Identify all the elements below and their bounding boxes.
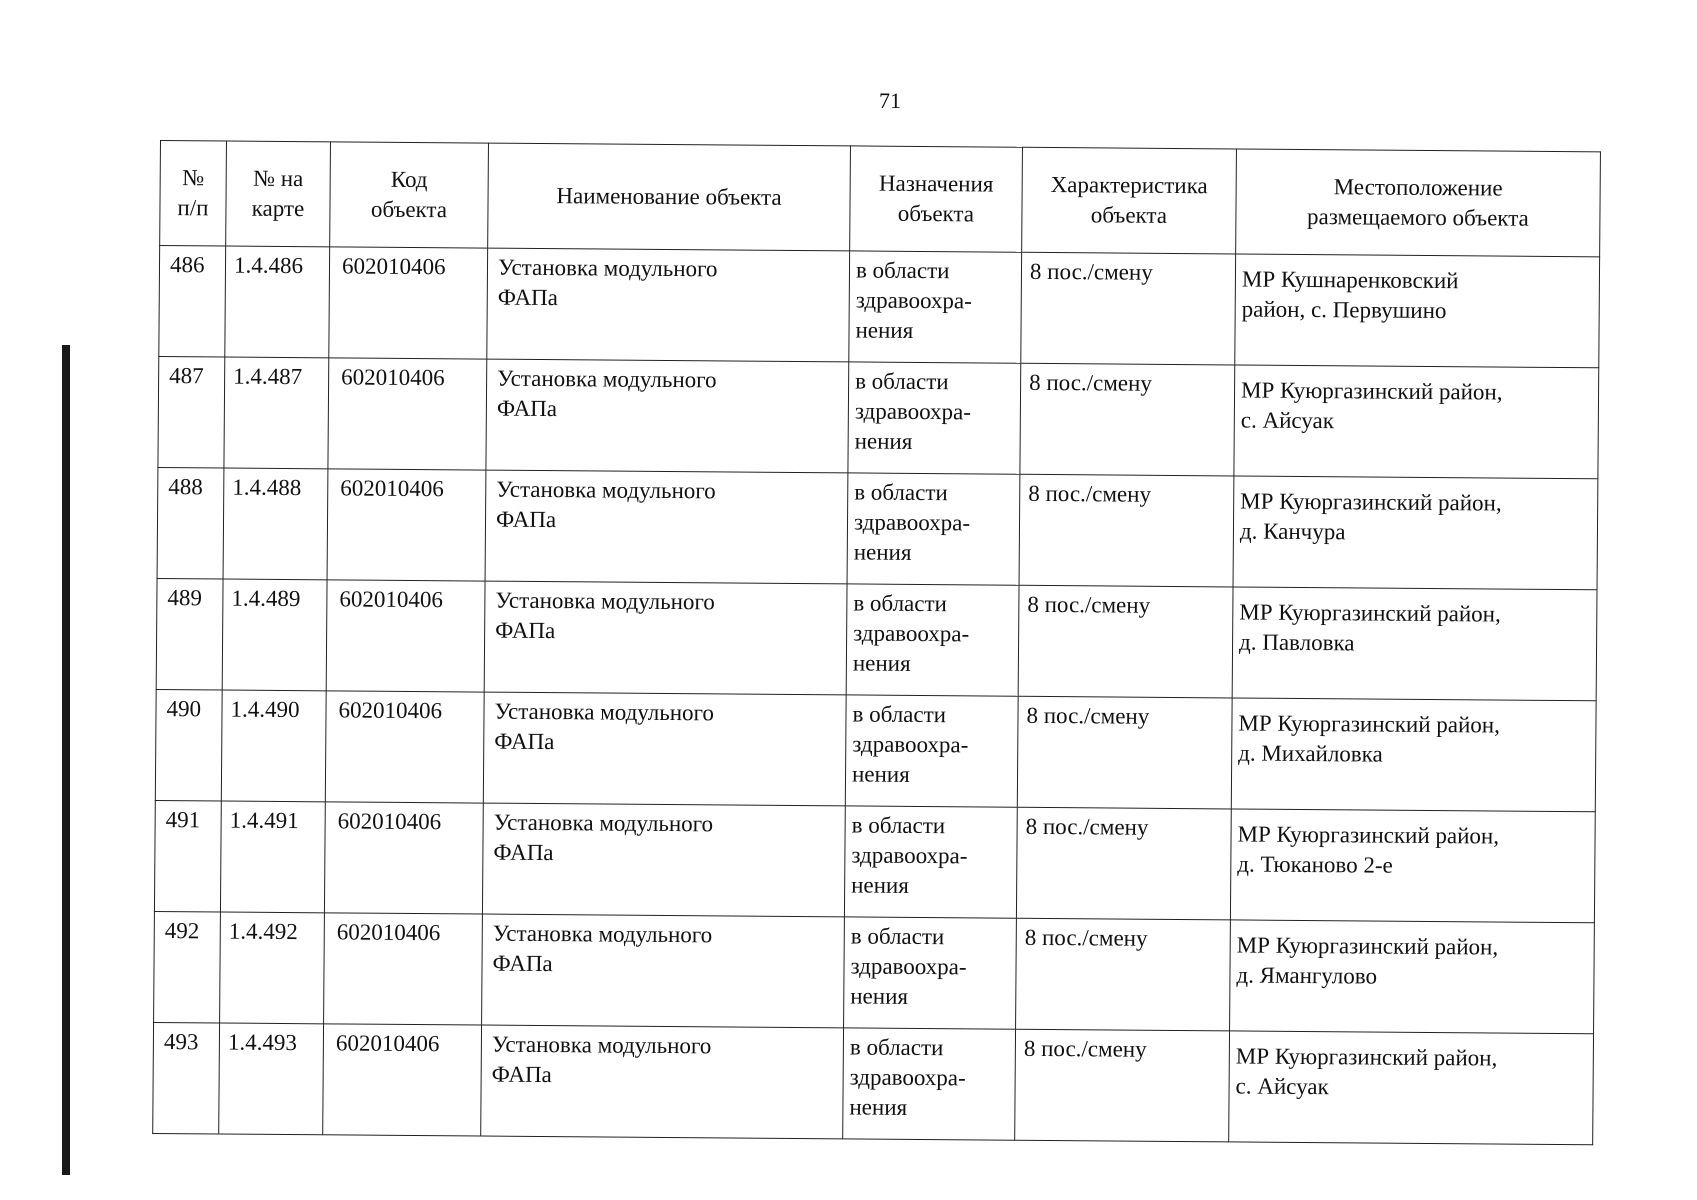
cell-object-name: Установка модульного ФАПа — [481, 1025, 844, 1139]
cell-object-location: МР Куюргазинский район, д. Тюканово 2-е — [1230, 809, 1595, 923]
header-object-characteristic: Характеристика объекта — [1022, 147, 1237, 254]
cell-object-code: 602010406 — [328, 358, 487, 470]
cell-object-purpose: в области здравоохра- нения — [849, 251, 1022, 363]
table-row — [158, 356, 1599, 478]
cell-object-characteristic: 8 пос./смену — [1015, 1029, 1230, 1142]
cell-map-number: 1.4.486 — [225, 246, 330, 358]
cell-num: 491 — [154, 800, 221, 912]
cell-object-name: Установка модульного ФАПа — [482, 803, 845, 917]
cell-object-name: Установка модульного ФАПа — [485, 470, 848, 584]
table-row — [156, 578, 1597, 700]
table-row — [155, 689, 1596, 811]
cell-object-code: 602010406 — [327, 469, 486, 581]
cell-object-code: 602010406 — [325, 691, 484, 803]
cell-object-name: Установка модульного ФАПа — [484, 581, 847, 695]
cell-object-characteristic: 8 пос./смену — [1020, 363, 1235, 476]
cell-object-characteristic: 8 пос./смену — [1021, 252, 1236, 365]
cell-map-number: 1.4.491 — [220, 801, 325, 913]
cell-object-location: МР Куюргазинский район, с. Айсуак — [1229, 1031, 1594, 1145]
cell-object-name: Установка модульного ФАПа — [483, 692, 846, 806]
table-row — [159, 246, 1600, 368]
cell-num: 490 — [155, 689, 222, 801]
table-body — [153, 246, 1600, 1145]
cell-object-location: МР Куюргазинский район, д. Павловка — [1232, 587, 1597, 701]
scan-edge-mark — [62, 345, 70, 1175]
cell-object-name: Установка модульного ФАПа — [482, 914, 845, 1028]
header-num: № п/п — [160, 141, 227, 247]
header-object-code: Код объекта — [330, 142, 489, 248]
cell-object-purpose: в области здравоохра- нения — [846, 584, 1019, 696]
cell-object-location: МР Куюргазинский район, д. Канчура — [1233, 476, 1598, 590]
cell-num: 489 — [156, 578, 223, 690]
cell-object-code: 602010406 — [323, 1024, 482, 1136]
cell-object-location: МР Куюргазинский район, с. Айсуак — [1234, 365, 1599, 479]
cell-object-characteristic: 8 пос./смену — [1017, 696, 1232, 809]
cell-object-code: 602010406 — [324, 802, 483, 914]
cell-object-characteristic: 8 пос./смену — [1016, 918, 1231, 1031]
page-number: 71 — [879, 88, 901, 113]
table-header-row — [160, 141, 1601, 257]
header-object-name: Наименование объекта — [488, 143, 851, 251]
cell-num: 488 — [157, 467, 224, 579]
cell-object-code: 602010406 — [324, 913, 483, 1025]
table-row — [154, 800, 1595, 922]
table-row — [157, 467, 1598, 589]
cell-object-name: Установка модульного ФАПа — [486, 359, 849, 473]
cell-object-purpose: в области здравоохра- нения — [844, 806, 1017, 918]
cell-object-purpose: в области здравоохра- нения — [847, 473, 1020, 585]
cell-map-number: 1.4.492 — [220, 912, 325, 1024]
cell-map-number: 1.4.493 — [219, 1023, 324, 1135]
cell-object-purpose: в области здравоохра- нения — [845, 695, 1018, 807]
table-container — [152, 140, 1600, 1145]
cell-object-purpose: в области здравоохра- нения — [848, 362, 1021, 474]
cell-num: 492 — [154, 911, 221, 1023]
cell-object-characteristic: 8 пос./смену — [1018, 585, 1233, 698]
header-object-location: Местоположение размещаемого объекта — [1236, 149, 1601, 257]
cell-object-location: МР Куюргазинский район, д. Ямангулово — [1230, 920, 1595, 1034]
cell-map-number: 1.4.490 — [221, 690, 326, 802]
cell-num: 486 — [159, 246, 226, 358]
objects-table — [152, 140, 1601, 1145]
cell-object-characteristic: 8 пос./смену — [1016, 807, 1231, 920]
cell-map-number: 1.4.489 — [222, 579, 327, 691]
cell-map-number: 1.4.488 — [223, 468, 328, 580]
cell-object-purpose: в области здравоохра- нения — [843, 1028, 1016, 1140]
table-row — [154, 911, 1595, 1033]
cell-object-code: 602010406 — [326, 580, 485, 692]
cell-object-location: МР Куюргазинский район, д. Михайловка — [1231, 698, 1596, 812]
header-map-number: № на карте — [226, 141, 331, 247]
cell-object-purpose: в области здравоохра- нения — [844, 917, 1017, 1029]
header-object-purpose: Назначения объекта — [850, 146, 1023, 252]
cell-num: 493 — [153, 1022, 220, 1134]
cell-num: 487 — [158, 356, 225, 468]
cell-object-location: МР Кушнаренковский район, с. Первушино — [1235, 254, 1600, 368]
cell-map-number: 1.4.487 — [224, 357, 329, 469]
cell-object-name: Установка модульного ФАПа — [487, 248, 850, 362]
table-row — [153, 1022, 1594, 1144]
cell-object-code: 602010406 — [329, 247, 488, 359]
cell-object-characteristic: 8 пос./смену — [1019, 474, 1234, 587]
